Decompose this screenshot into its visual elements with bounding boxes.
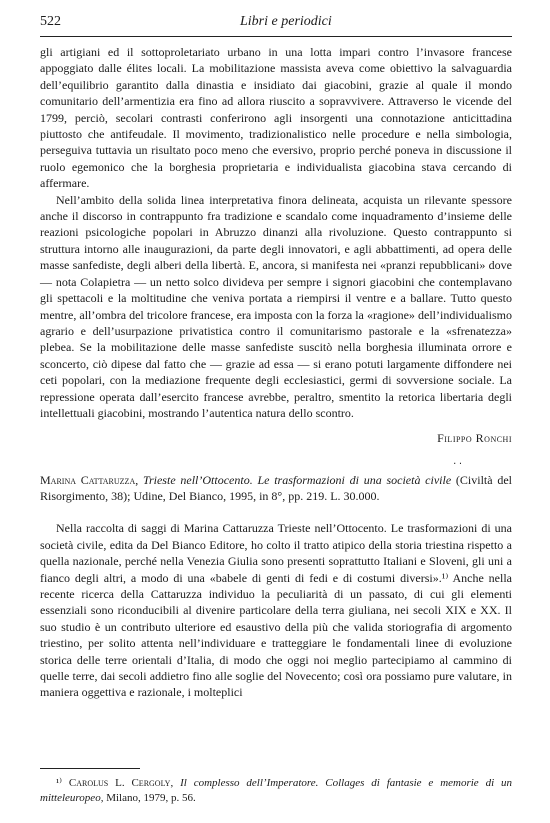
bib-title: Trieste nell’Ottocento. Le trasformazioni di una società civile xyxy=(142,473,452,488)
footnote-author: Carolus L. Cergoly, xyxy=(68,777,174,789)
review1-paragraph-1: gli artigiani ed il sottoproletariato urbano in una lotta impari contro l’invasore francese appoggiato dalle élites locali. La mobilitazione massista aveva come obiettivo la salvaguardia dell’equilibrio garantito dalla dinastia e insidiato dai giacobini, grazie al quale il mondo comunitario dell’armentizia era fino ad allora riuscito a sopravvivere. Attraverso le vicende del 1799, perciò, secolari contrasti conferirono agli insorgenti una connotazione anticittadina piuttosto che antifeudale. Il movimento, tradizionalistico nelle procedure e nella simbologia, perseguiva tuttavia un risultato poco meno che eversivo, proprio perché poneva in discussione il ruolo egemonico che la borghesia proprietaria e individualista giacobina stava cercando di affermare. xyxy=(40,45,512,191)
review2-bibliographic-entry xyxy=(40,472,512,504)
bib-details: (Civiltà del Risorgimento, 38); Udine, Del Bianco, 1995, in 8°, pp. 219. L. 30.000. xyxy=(40,473,512,504)
page-body xyxy=(40,44,512,701)
footnote-marker: ¹⁾ xyxy=(56,777,62,789)
running-title: Libri e periodici xyxy=(240,14,332,29)
review1-paragraph-2: Nell’ambito della solida linea interpretativa finora delineata, acquista un rilevante spessore anche il discorso in contrappunto fra tradizione e scandalo come inquadramento d’insieme delle reazioni psicologiche popolari in Abruzzo dinanzi alla rivoluzione. Questo contrappunto si struttura intorno alle inaugurazioni, da parte degli innovatori, e agli abbattimenti, ad opera delle masse sanfediste, degli alberi della libertà. E, ancora, si manifesta nei «pranzi repubblicani» dove — nota Colapietra — un netto solco divideva per sempre i signori giacobini che contemplavano gli spettacoli e la moltitudine che veniva portata a riempirsi il ventre e a ballare. Tutto questo mentre, all’ombra del tricolore francese, era imposta con la forza la «ragione» dell’individualismo agrario e dell’usurpazione privatistica contro il comunitarismo pastorale e la «sfrenatezza» plebea. Se la mobilitazione delle masse sanfediste suscitò nella borghesia illuminata orrore e sconcerto, ciò dipese dal fatto che — grazie ad essa — si erano potuti largamente diffondere nei ceti popolari, con la mediazione frequente degli ecclesiastici, germi di sovversione sociale. La repressione operata dall’esercito francese avrebbe, peraltro, smentito la retorica libertaria degli intellettuali giacobini, mostrando l’autentica natura dello scontro. xyxy=(40,192,512,420)
footnote-details: Milano, 1979, p. 56. xyxy=(106,792,196,804)
review1-signature: Filippo Ronchi xyxy=(437,431,512,446)
footnote-rule xyxy=(40,768,140,769)
header-rule xyxy=(40,36,512,37)
footnote-title: Il complesso dell’Imperatore. Collages di fantasie e memorie di un mitteleuropeo, xyxy=(40,777,513,804)
page-header xyxy=(40,14,512,36)
footnote xyxy=(40,776,512,806)
review2-paragraph-1: Nella raccolta di saggi di Marina Cattaruzza Trieste nell’Ottocento. Le trasformazioni di una società civile, edita da Del Bianco Editore, ho colto il tratto atipico della storia triestina rispetto a quella nazionale, perché nella Venezia Giulia sono presenti soprattutto Italiani e Sloveni, gli uni a fianco degli altri, a modo di una «babele di genti di fedi e di costumi diversi».¹⁾ Anche nella recente ricerca della Cattaruzza individuo la peculiarità di un passato, di cui gli elementi essenziali sono riconducibili al divenire particolare della terra giuliana, nei secoli XIX e XX. Il suo studio è un contributo ulteriore ed esaustivo della più che valida storiografia di argomento triestino, per solito attenta nell’individuare e tratteggiare le fondamentali linee di evoluzione storica delle terre orientali d’Italia, di modo che oggi noi meglio partecipiamo al cammino di quelle terre, dai secoli addietro fino alle soglie del Novecento; così ora possiamo pure valutare, in maniera oggettiva e razionale, i molteplici xyxy=(40,521,512,700)
bib-author: Marina Cattaruzza, xyxy=(40,473,139,488)
page-number: 522 xyxy=(40,14,61,29)
decorative-marks: ‧ ‧ xyxy=(453,459,462,471)
